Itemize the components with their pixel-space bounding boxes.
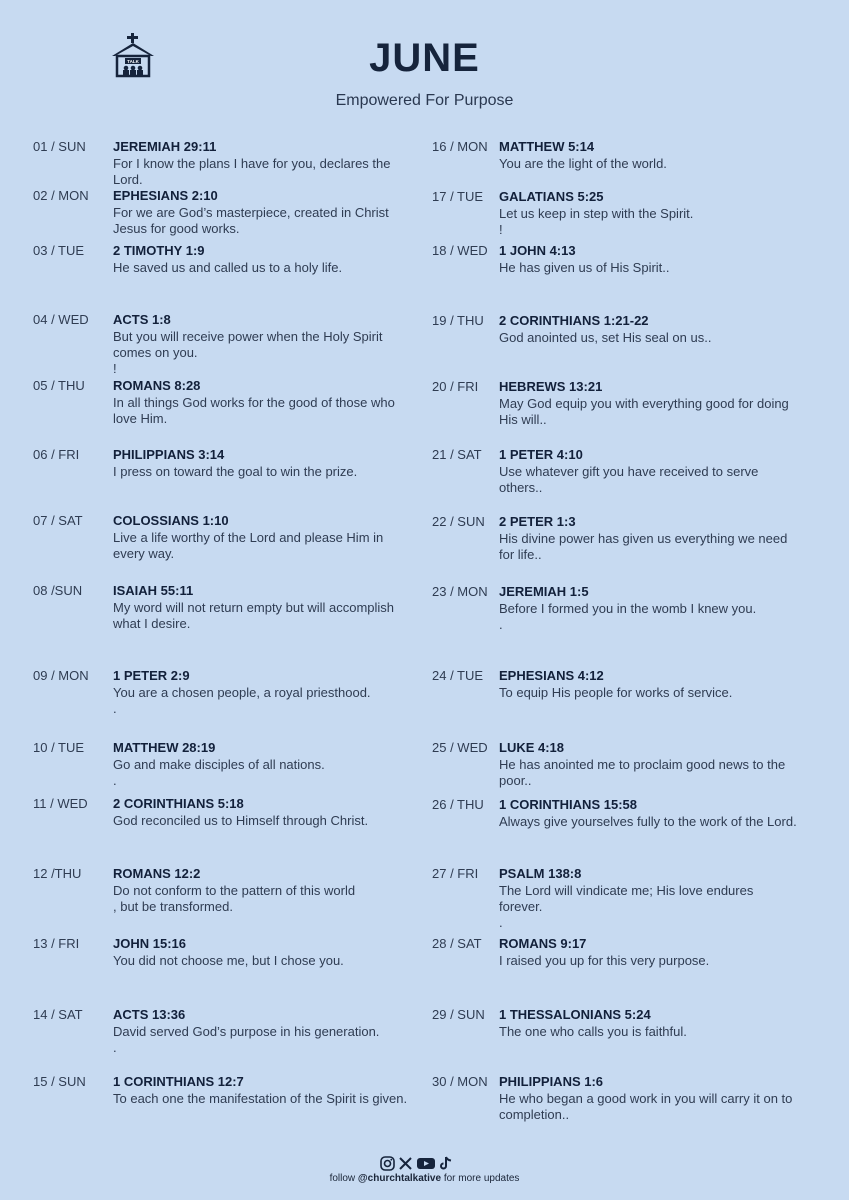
entry-reference: 1 JOHN 4:13 [499, 243, 576, 258]
entry-verse: Do not conform to the pattern of this world , but be transformed. [113, 883, 356, 914]
entry-verse: You did not choose me, but I chose you. [113, 953, 344, 968]
entry-verse: He has given us of His Spirit.. [499, 260, 670, 275]
entry-day: 11 / WED [33, 796, 88, 811]
entry-verse: The Lord will vindicate me; His love endures forever. . [499, 883, 754, 930]
entry-verse: I press on toward the goal to win the prize. [113, 464, 358, 479]
entry-reference: ROMANS 12:2 [113, 866, 201, 881]
entry-verse: My word will not return empty but will accomplish what I desire. [113, 600, 395, 631]
entry-verse: For we are God’s masterpiece, created in Christ Jesus for good works. [113, 205, 389, 236]
entry-day: 14 / SAT [33, 1007, 83, 1022]
entry-reference: LUKE 4:18 [499, 740, 565, 755]
entry-day: 06 / FRI [33, 447, 80, 462]
footer-suffix: for more updates [441, 1173, 520, 1184]
entry-verse: To each one the manifestation of the Spirit is given. [113, 1091, 408, 1106]
entry-verse: Use whatever gift you have received to serve others.. [499, 464, 759, 495]
entry-verse: God reconciled us to Himself through Christ. [113, 813, 369, 828]
entry-day: 24 / TUE [432, 668, 484, 683]
entry-day: 21 / SAT [432, 447, 482, 462]
entry-reference: EPHESIANS 2:10 [113, 188, 218, 203]
entry-reference: GALATIANS 5:25 [499, 189, 604, 204]
entry-reference: 2 TIMOTHY 1:9 [113, 243, 205, 258]
logo-label: TALK [127, 59, 139, 64]
entry-verse: Let us keep in step with the Spirit. ! [499, 206, 694, 237]
entry-verse: Before I formed you in the womb I knew you. . [499, 601, 757, 632]
entry-reference: HEBREWS 13:21 [499, 379, 603, 394]
youtube-icon[interactable] [416, 1156, 436, 1171]
entry-reference: ROMANS 9:17 [499, 936, 587, 951]
entry-day: 10 / TUE [33, 740, 85, 755]
entry-verse: For I know the plans I have for you, declares the Lord. [113, 156, 391, 187]
entry-day: 26 / THU [432, 797, 484, 812]
entry-day: 23 / MON [432, 584, 488, 599]
entry-reference: PSALM 138:8 [499, 866, 582, 881]
entry-day: 19 / THU [432, 313, 484, 328]
entry-verse: He has anointed me to proclaim good news to the poor.. [499, 757, 786, 788]
entry-day: 01 / SUN [33, 139, 86, 154]
entry-verse: To equip His people for works of service. [499, 685, 733, 700]
entry-reference: 1 THESSALONIANS 5:24 [499, 1007, 651, 1022]
entry-day: 07 / SAT [33, 513, 83, 528]
entry-reference: JEREMIAH 29:11 [113, 139, 217, 154]
entry-reference: 1 PETER 2:9 [113, 668, 190, 683]
entry-verse: You are a chosen people, a royal priesthood. . [113, 685, 371, 716]
entry-day: 16 / MON [432, 139, 488, 154]
entry-reference: MATTHEW 5:14 [499, 139, 595, 154]
entry-day: 13 / FRI [33, 936, 80, 951]
entry-day: 05 / THU [33, 378, 85, 393]
entry-reference: 1 PETER 4:10 [499, 447, 583, 462]
entry-reference: JEREMIAH 1:5 [499, 584, 589, 599]
entry-verse: Go and make disciples of all nations. . [113, 757, 325, 788]
page-title: JUNE [369, 36, 480, 80]
entry-day: 02 / MON [33, 188, 89, 203]
entry-verse: In all things God works for the good of those who love Him. [113, 395, 395, 426]
entry-day: 20 / FRI [432, 379, 479, 394]
entry-verse: He saved us and called us to a holy life. [113, 260, 343, 275]
entry-verse: He who began a good work in you will carry it on to completion.. [499, 1091, 793, 1122]
entry-day: 30 / MON [432, 1074, 488, 1089]
entry-day: 22 / SUN [432, 514, 485, 529]
entry-verse: You are the light of the world. [499, 156, 667, 171]
entry-day: 08 /SUN [33, 583, 83, 598]
footer-handle[interactable]: @churchtalkative [357, 1173, 442, 1184]
social-icons [380, 1155, 470, 1171]
entry-reference: JOHN 15:16 [113, 936, 186, 951]
entry-reference: EPHESIANS 4:12 [499, 668, 604, 683]
entry-reference: 1 CORINTHIANS 15:58 [499, 797, 637, 812]
entry-reference: 2 CORINTHIANS 1:21-22 [499, 313, 649, 328]
entry-day: 28 / SAT [432, 936, 482, 951]
page-subtitle: Empowered For Purpose [335, 92, 514, 109]
entry-reference: ISAIAH 55:11 [113, 583, 194, 598]
entry-day: 25 / WED [432, 740, 488, 755]
entry-reference: ACTS 13:36 [113, 1007, 186, 1022]
entry-reference: PHILIPPIANS 3:14 [113, 447, 225, 462]
entry-day: 18 / WED [432, 243, 488, 258]
entry-reference: ROMANS 8:28 [113, 378, 201, 393]
footer-text [0, 1173, 849, 1184]
entry-reference: 2 CORINTHIANS 5:18 [113, 796, 244, 811]
entry-reference: 1 CORINTHIANS 12:7 [113, 1074, 244, 1089]
entry-reference: MATTHEW 28:19 [113, 740, 216, 755]
x-icon[interactable] [398, 1156, 413, 1171]
entry-reference: ACTS 1:8 [113, 312, 171, 327]
entry-day: 15 / SUN [33, 1074, 86, 1089]
entry-verse: God anointed us, set His seal on us.. [499, 330, 712, 345]
entry-verse: But you will receive power when the Holy Spirit comes on you. ! [113, 329, 383, 376]
entry-day: 09 / MON [33, 668, 89, 683]
tiktok-icon[interactable] [439, 1156, 453, 1171]
entry-reference: 2 PETER 1:3 [499, 514, 576, 529]
entry-verse: David served God’s purpose in his generation. . [113, 1024, 380, 1055]
entry-verse: Live a life worthy of the Lord and please Him in every way. [113, 530, 384, 561]
instagram-icon[interactable] [380, 1156, 395, 1171]
entry-day: 04 / WED [33, 312, 89, 327]
entry-verse: I raised you up for this very purpose. [499, 953, 710, 968]
entry-day: 17 / TUE [432, 189, 484, 204]
entry-reference: PHILIPPIANS 1:6 [499, 1074, 604, 1089]
entry-verse: His divine power has given us everything we need for life.. [499, 531, 788, 562]
entry-verse: Always give yourselves fully to the work of the Lord. [499, 814, 797, 829]
entry-day: 12 /THU [33, 866, 82, 881]
entry-verse: The one who calls you is faithful. [499, 1024, 687, 1039]
entry-day: 29 / SUN [432, 1007, 485, 1022]
entry-day: 03 / TUE [33, 243, 85, 258]
entry-reference: COLOSSIANS 1:10 [113, 513, 229, 528]
entry-day: 27 / FRI [432, 866, 479, 881]
entry-verse: May God equip you with everything good for doing His will.. [499, 396, 789, 427]
footer-prefix: follow [329, 1173, 358, 1184]
